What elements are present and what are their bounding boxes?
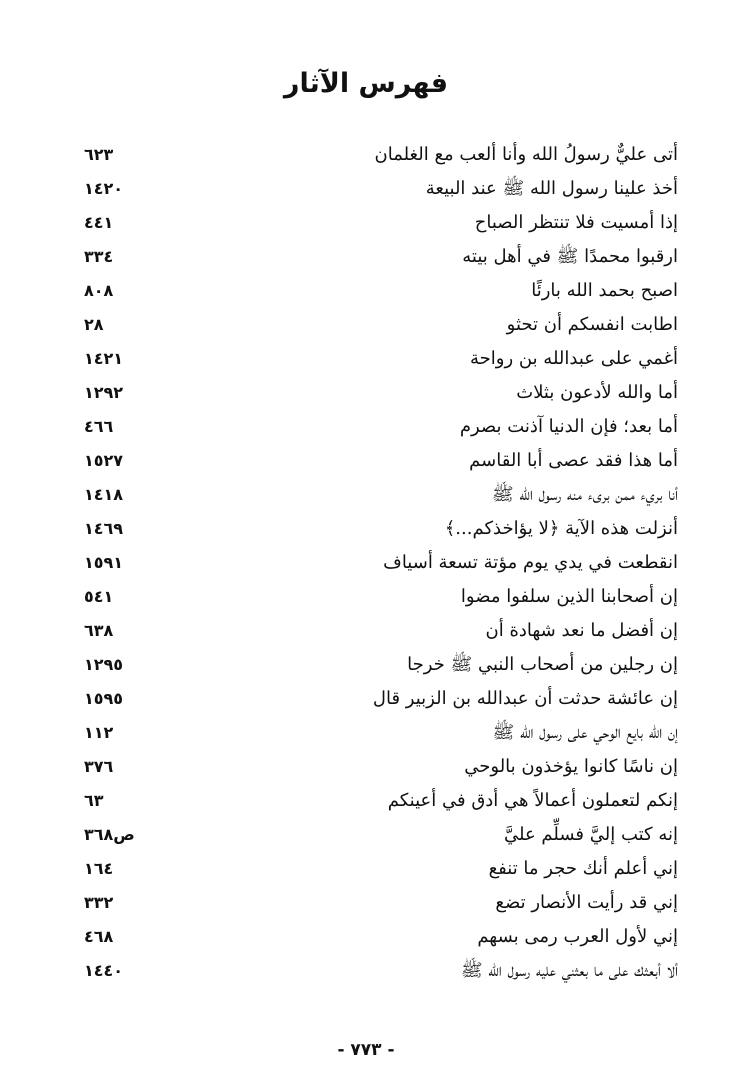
entry-reference-number: ٣٣٤ [84,247,114,266]
entry-reference-number: ١٤٢١ [84,349,124,368]
entry-reference-number: ٤٤١ [84,213,114,232]
index-entry [84,376,678,410]
index-list [84,138,678,988]
entry-reference-number: ٨٠٨ [84,281,114,300]
index-entry [84,512,678,546]
entry-reference-number: ٦٣٨ [84,621,114,640]
entry-text: أخذ علينا رسول الله ﷺ عند البيعة [425,178,678,199]
index-entry [84,920,678,954]
index-entry [84,818,678,852]
entry-reference-number: ٢٨ [84,315,104,334]
entry-text: ارقبوا محمدًا ﷺ في أهل بيته [462,246,678,267]
entry-reference-number: ١٢٩٥ [84,655,124,674]
index-entry [84,478,678,512]
index-entry [84,444,678,478]
entry-reference-number: ١٤٦٩ [84,519,124,538]
index-entry [84,274,678,308]
entry-text: إن الله بايع الوحي على رسول الله ﷺ [492,722,678,743]
entry-reference-number: ٦٢٣ [84,145,114,164]
entry-text: إنه كتب إليَّ فسلِّم عليَّ [503,824,678,845]
entry-text: أتى عليٌّ رسولُ الله وأنا ألعب مع الغلمان [374,144,678,165]
index-entry [84,172,678,206]
entry-text: إن أفضل ما نعد شهادة أن [485,620,678,641]
entry-reference-number: ١٢٩٢ [84,383,124,402]
entry-reference-number: ٦٣ [84,791,104,810]
entry-reference-number: ٥٤١ [84,587,114,606]
entry-text: إذا أمسيت فلا تنتظر الصباح [474,212,678,233]
index-entry [84,886,678,920]
index-entry [84,784,678,818]
entry-text: إنكم لتعملون أعمالاً هي أدق في أعينكم [387,790,678,811]
entry-text: أما والله لأدعون بثلاث [516,382,678,403]
entry-text: أنا بريء ممن برىء منه رسول الله ﷺ [491,484,678,505]
entry-reference-number: ١٥٩١ [84,553,124,572]
entry-text: أما هذا فقد عصى أبا القاسم [469,450,678,471]
index-entry [84,852,678,886]
index-entry [84,648,678,682]
index-entry [84,546,678,580]
index-entry [84,716,678,750]
index-entry [84,138,678,172]
entry-text: إن عائشة حدثت أن عبدالله بن الزبير قال [372,688,678,709]
index-entry [84,682,678,716]
entry-text: اطابت انفسكم أن تحثو [506,314,678,335]
entry-text: اصبح بحمد الله بارئًا [531,280,678,301]
entry-reference-number: ١٥٩٥ [84,689,124,708]
entry-text: إن أصحابنا الذين سلفوا مضوا [460,586,678,607]
entry-text: أغمي على عبدالله بن رواحة [469,348,678,369]
entry-text: إني لأول العرب رمى بسهم [477,926,678,947]
entry-text: إن ناسًا كانوا يؤخذون بالوحي [464,756,678,777]
entry-reference-number: ١٤٤٠ [84,961,124,980]
index-entry [84,614,678,648]
index-entry [84,240,678,274]
index-entry [84,342,678,376]
entry-text: انقطعت في يدي يوم مؤتة تسعة أسياف [383,552,678,573]
entry-reference-number: ٣٣٢ [84,893,114,912]
entry-reference-number: ١٦٤ [84,859,114,878]
page-number: - ٧٧٣ - [337,1040,395,1060]
index-entry [84,206,678,240]
entry-text: إني أعلم أنك حجر ما تنفع [488,858,678,879]
index-entry [84,750,678,784]
index-entry [84,308,678,342]
entry-reference-number: ٤٦٦ [84,417,114,436]
entry-reference-number: ٤٦٨ [84,927,114,946]
entry-reference-number: ٣٧٦ [84,757,114,776]
entry-text: إن رجلين من أصحاب النبي ﷺ خرجا [407,654,678,675]
entry-text: ألا أبعثك على ما بعثني عليه رسول الله ﷺ [460,960,678,981]
entry-reference-number: ١٤١٨ [84,485,124,504]
entry-reference-number: ١٥٢٧ [84,451,124,470]
page-title: فهرس الآثار [283,68,449,99]
entry-text: أنزلت هذه الآية ﴿لا يؤاخذكم...﴾ [444,518,678,539]
entry-reference-number: ١١٢ [84,723,114,742]
entry-text: أما بعد؛ فإن الدنيا آذنت بصرم [459,416,678,437]
index-entry [84,954,678,988]
index-entry [84,410,678,444]
entry-reference-number: ص٣٦٨ [84,825,135,844]
entry-text: إني قد رأيت الأنصار تضع [495,892,678,913]
index-entry [84,580,678,614]
entry-reference-number: ١٤٢٠ [84,179,124,198]
